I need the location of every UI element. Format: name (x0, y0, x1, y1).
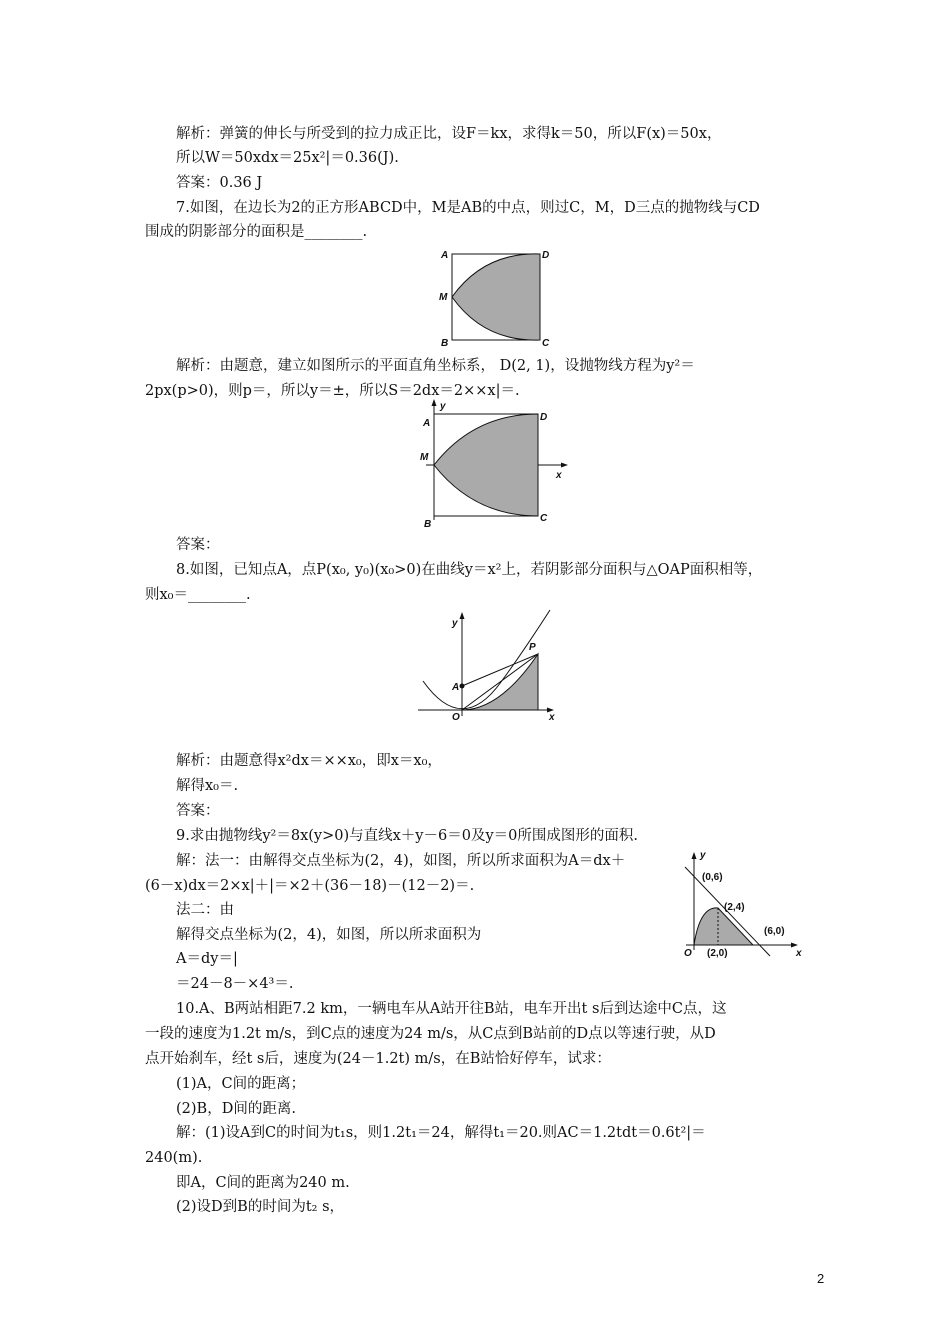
label-point-6-0: (6,0) (764, 926, 785, 937)
text-line: (2)设D到B的时间为t₂ s， (176, 1199, 345, 1215)
text-line: 解：(1)设A到C的时间为t₁s，则1.2t₁＝24，解得t₁＝20.则AC＝1.2tdt＝0.6t²|＝ (176, 1125, 706, 1141)
label-d: D (540, 412, 548, 423)
figure-parabola-triangle (418, 606, 568, 728)
label-p: P (529, 642, 536, 653)
text-line: 答案：0.36 J (176, 175, 263, 191)
text-line: 答案： (176, 537, 220, 553)
label-d: D (542, 250, 550, 261)
label-o: O (684, 948, 692, 959)
label-x: x (549, 712, 555, 723)
text-line: 一段的速度为1.2t m/s，到C点的速度为24 m/s，从C点到B站前的D点以等速行驶，从D (145, 1026, 716, 1042)
label-m: M (439, 292, 448, 303)
text-line: (1)A，C间的距离； (176, 1076, 306, 1092)
text-line: 点开始刹车，经t s后，速度为(24－1.2t) m/s，在B站恰好停车，试求： (145, 1051, 611, 1067)
text-line: 解：法一：由解得交点坐标为(2，4)，如图，所以所求面积为A＝dx＋ (176, 853, 626, 869)
text-line: 2px(p>0)，则p＝，所以y＝±，所以S＝2dx＝2××x|＝. (145, 383, 520, 399)
label-c: C (542, 338, 550, 349)
text-line: 所以W＝50xdx＝25x²|＝0.36(J). (176, 150, 399, 166)
text-line: 法二：由 (176, 902, 234, 918)
page-number: 2 (817, 1271, 825, 1286)
text-line: 围成的阴影部分的面积是________. (145, 224, 368, 240)
text-line: 8.如图，已知点A，点P(x₀, y₀)(x₀>0)在曲线y＝x²上，若阴影部分面积与△OAP面积相等， (176, 562, 763, 578)
text-line: ＝24－8－×4³＝. (176, 976, 294, 992)
figure-square-parabola (434, 246, 552, 350)
label-a: A (423, 418, 431, 429)
text-line: (6－x)dx＝2×x|＋|＝×2＋(36－18)－(12－2)＝. (145, 878, 475, 894)
text-line: 答案： (176, 803, 220, 819)
text-line: 解析：由题意得x²dx＝××x₀，即x＝x₀， (176, 753, 442, 769)
text-line: 即A，C间的距离为240 m. (176, 1175, 350, 1191)
text-line: 240(m). (145, 1150, 203, 1166)
figure-area-region (680, 850, 810, 962)
label-y: y (452, 618, 458, 629)
label-point-2-0: (2,0) (707, 948, 728, 959)
label-a: A (441, 250, 449, 261)
label-b: B (441, 338, 449, 349)
text-line: 解析：弹簧的伸长与所受到的拉力成正比，设F＝kx，求得k＝50，所以F(x)＝50x， (176, 126, 722, 142)
label-x: x (796, 948, 802, 959)
label-point-0-6: (0,6) (702, 872, 723, 883)
label-point-2-4: (2,4) (724, 902, 745, 913)
label-o: O (452, 712, 460, 723)
text-line: A＝dy＝| (176, 951, 238, 967)
label-y: y (700, 850, 706, 861)
text-line: 解得交点坐标为(2，4)，如图，所以所求面积为 (176, 927, 482, 943)
text-line: 解得x₀＝. (176, 778, 239, 794)
text-line: 10.A、B两站相距7.2 km，一辆电车从A站开往B站，电车开出t s后到达途中C点，这 (176, 1001, 727, 1017)
text-line: 解析：由题意，建立如图所示的平面直角坐标系， D(2, 1)，设抛物线方程为y²＝ (176, 358, 695, 374)
text-line: 则x₀＝________. (145, 587, 251, 603)
label-a: A (452, 682, 460, 693)
text-line: 7.如图，在边长为2的正方形ABCD中，M是AB的中点，则过C，M，D三点的抛物线与CD (176, 200, 760, 216)
text-line: 9.求由抛物线y²＝8x(y>0)与直线x＋y－6＝0及y＝0所围成图形的面积. (176, 828, 638, 844)
label-c: C (540, 513, 548, 524)
label-x: x (556, 470, 562, 481)
text-line: (2)B，D间的距离. (176, 1101, 296, 1117)
figure-coordinate-parabola (416, 398, 576, 530)
label-y: y (440, 401, 446, 412)
label-b: B (424, 519, 432, 530)
label-m: M (420, 452, 429, 463)
